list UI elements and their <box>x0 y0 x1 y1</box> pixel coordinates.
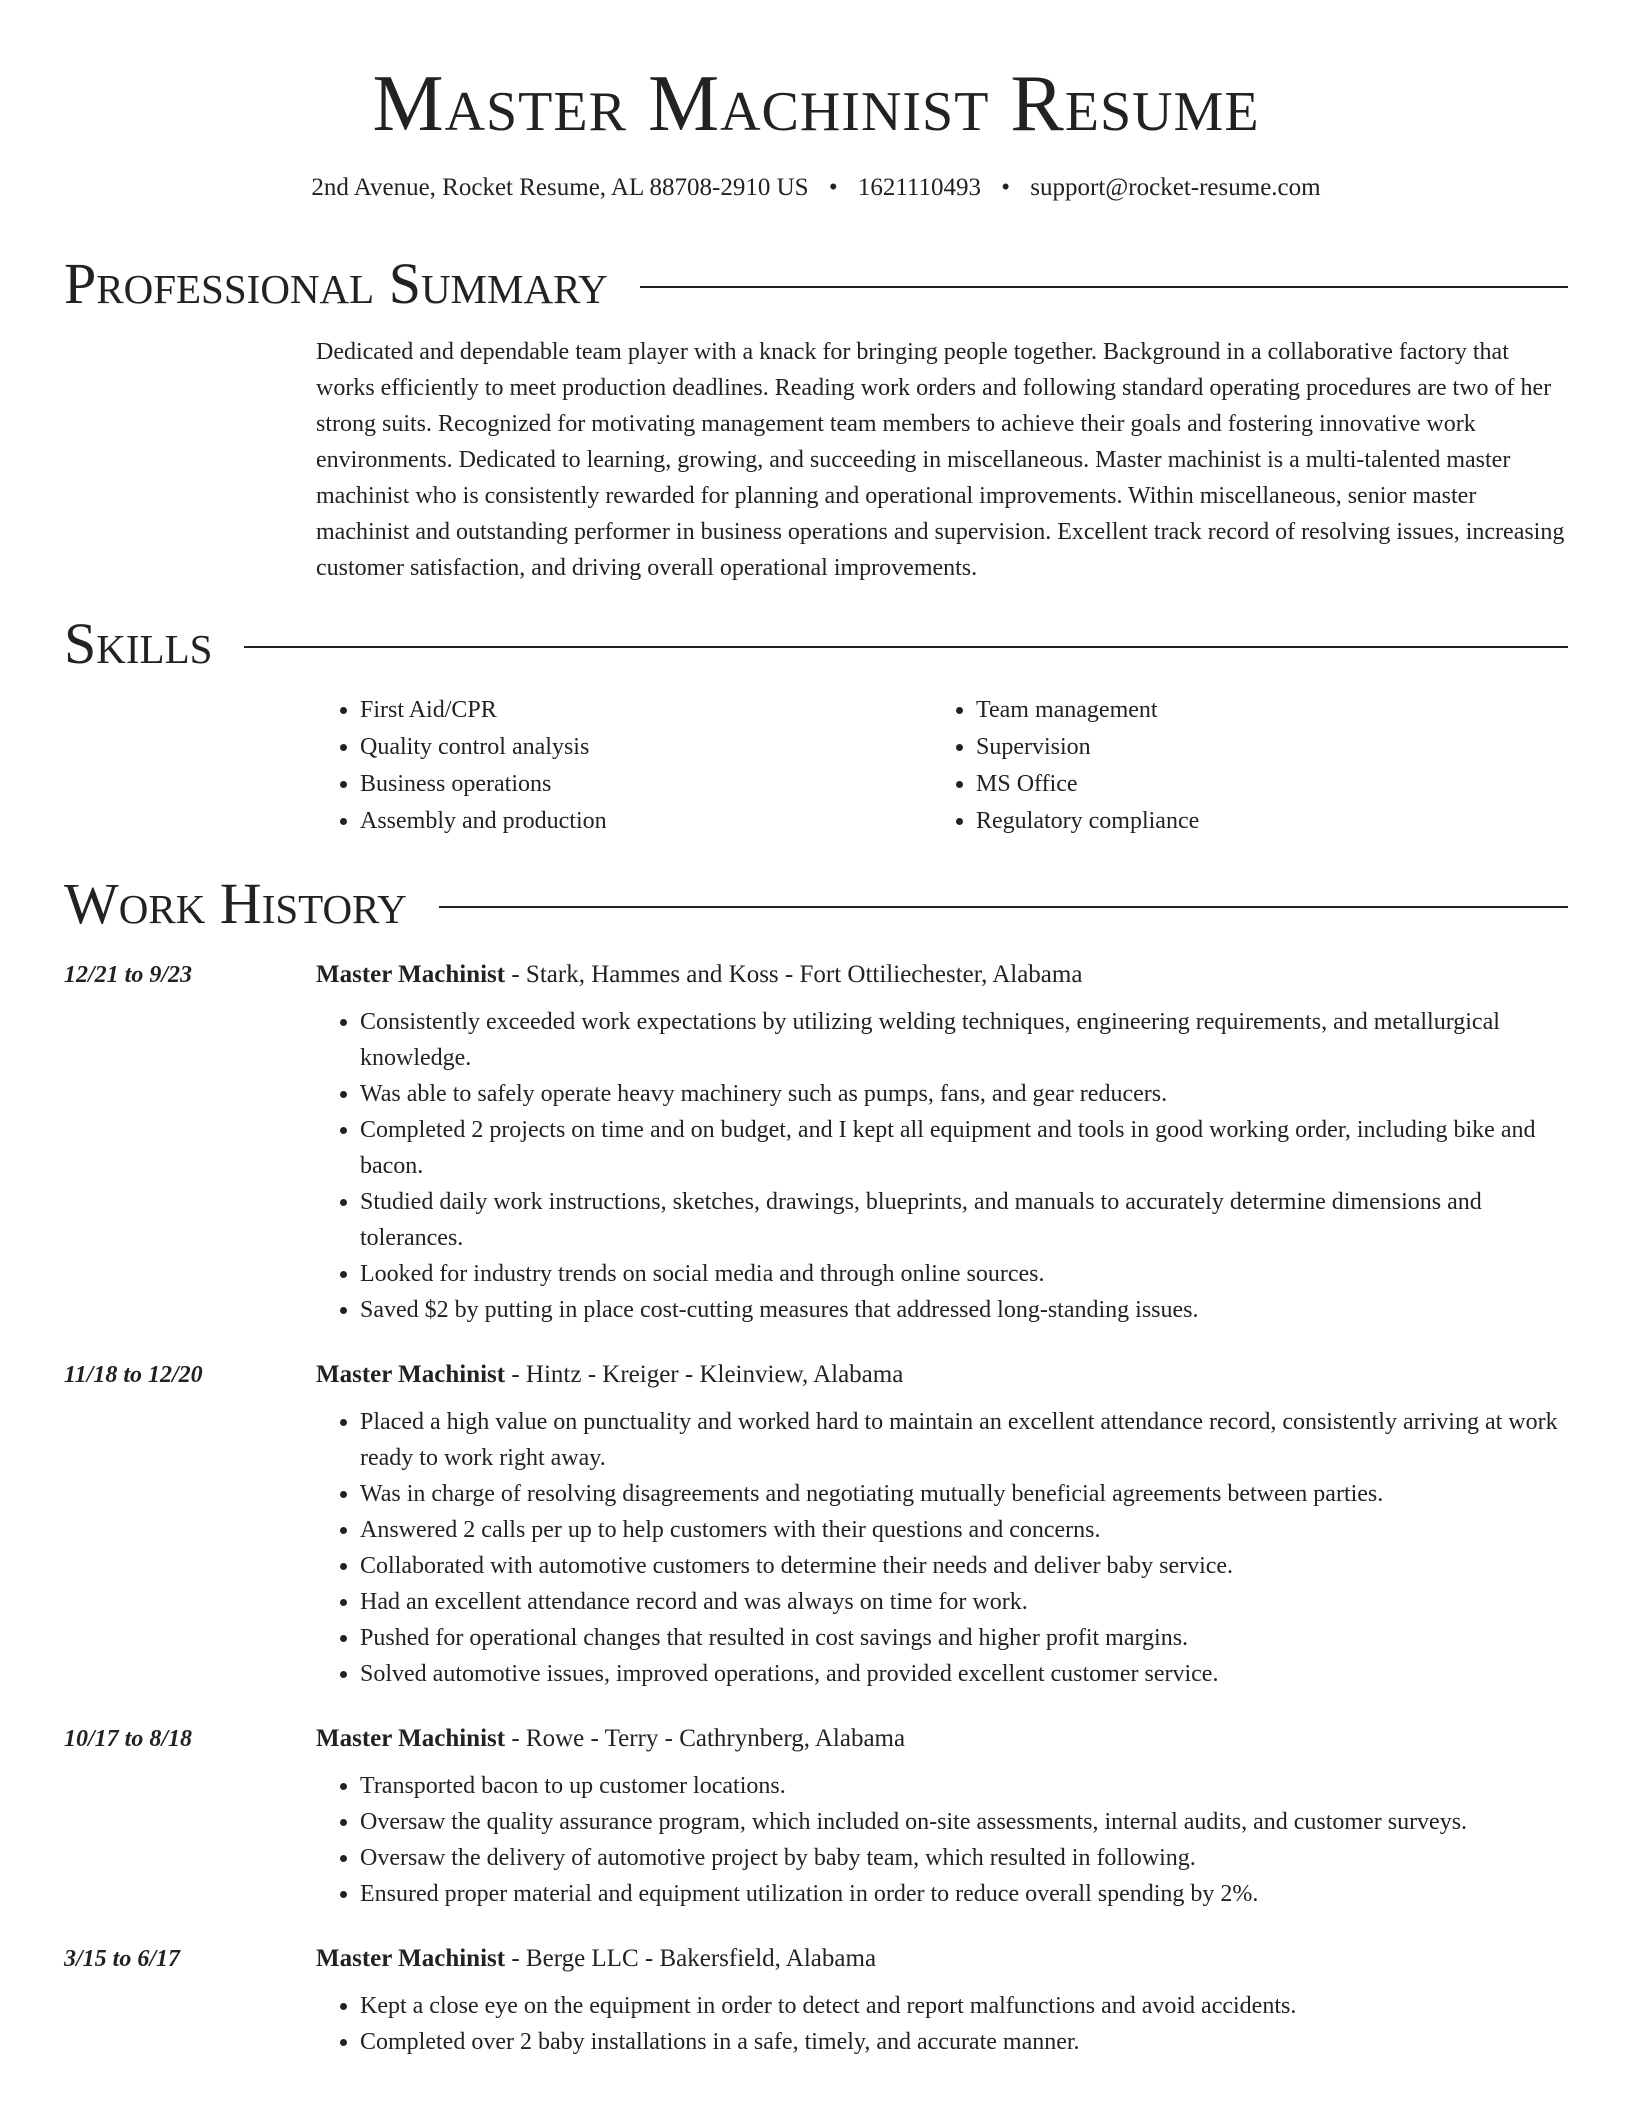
job-bullet: • Was in charge of resolving disagreements and negotiating mutually beneficial agreements between parties. <box>360 1476 1568 1512</box>
job-title: Master Machinist <box>316 1725 506 1752</box>
work-history-list <box>64 956 1568 2060</box>
section-heading-work-history <box>64 872 1568 936</box>
skill-item: • First Aid/CPR <box>360 692 932 729</box>
job-bullet: • Consistently exceeded work expectations by utilizing welding techniques, engineering requirements, and metallurgical knowledge. <box>360 1004 1568 1076</box>
job-bullets <box>316 1004 1568 1328</box>
job-company: - Hintz - Kreiger - Kleinview, Alabama <box>505 1361 904 1388</box>
job-entry <box>64 1940 1568 2060</box>
job-title: Master Machinist <box>316 961 506 988</box>
contact-separator: • <box>1001 174 1011 201</box>
job-body <box>316 1720 1568 1912</box>
job-title: Master Machinist <box>316 1361 506 1388</box>
skill-item: • MS Office <box>976 766 1199 803</box>
job-bullet: • Studied daily work instructions, sketches, drawings, blueprints, and manuals to accurately determine dimensions and tolerances. <box>360 1184 1568 1256</box>
job-dates: 10/17 to 8/18 <box>64 1726 193 1752</box>
job-bullet: • Oversaw the delivery of automotive project by baby team, which resulted in following. <box>360 1840 1568 1876</box>
job-bullet: • Ensured proper material and equipment utilization in order to reduce overall spending by 2%. <box>360 1876 1568 1912</box>
job-body <box>316 1356 1568 1692</box>
job-heading <box>316 1940 1568 1978</box>
job-bullet: • Transported bacon to up customer locations. <box>360 1768 1568 1804</box>
job-bullets <box>316 1988 1568 2060</box>
section-heading-summary <box>64 252 1568 316</box>
section-heading-skills <box>64 612 1568 676</box>
skills-column-1 <box>316 692 932 840</box>
contact-line <box>64 172 1568 204</box>
skill-item: • Supervision <box>976 729 1199 766</box>
job-bullets <box>316 1404 1568 1692</box>
job-company: - Rowe - Terry - Cathrynberg, Alabama <box>505 1725 906 1752</box>
summary-text: Dedicated and dependable team player with a knack for bringing people together. Background in a collaborative factory that works efficiently to meet production deadlines. Reading work orders and following standard operating procedures are two of her strong suits. Recognized for motivating management team members to achieve their goals and fostering innovative work environments. Dedicated to learning, growing, and succeeding in miscellaneous. Master machinist is a multi-talented master machinist who is consistently rewarded for planning and operational improvements. Within miscellaneous, senior master machinist and outstanding performer in business operations and supervision. Excellent track record of resolving issues, increasing customer satisfaction, and driving overall operational improvements. <box>316 339 1565 581</box>
job-dates: 3/15 to 6/17 <box>64 1946 181 1972</box>
section-rule <box>640 286 1568 288</box>
contact-phone: 1621110493 <box>857 174 982 201</box>
job-bullet: • Pushed for operational changes that resulted in cost savings and higher profit margins. <box>360 1620 1568 1656</box>
skill-item: • Business operations <box>360 766 932 803</box>
job-body <box>316 1940 1568 2060</box>
job-entry <box>64 1356 1568 1692</box>
job-bullet: • Placed a high value on punctuality and worked hard to maintain an excellent attendance record, consistently arriving at work ready to work right away. <box>360 1404 1568 1476</box>
job-dates: 12/21 to 9/23 <box>64 962 193 988</box>
job-bullet: • Kept a close eye on the equipment in order to detect and report malfunctions and avoid accidents. <box>360 1988 1568 2024</box>
job-bullet: • Had an excellent attendance record and was always on time for work. <box>360 1584 1568 1620</box>
section-heading-label: Skills <box>64 611 213 676</box>
job-bullet: • Solved automotive issues, improved operations, and provided excellent customer service. <box>360 1656 1568 1692</box>
job-bullet: • Oversaw the quality assurance program, which included on-site assessments, internal audits, and customer surveys. <box>360 1804 1568 1840</box>
job-bullet: • Collaborated with automotive customers to determine their needs and deliver baby service. <box>360 1548 1568 1584</box>
job-bullet: • Answered 2 calls per up to help customers with their questions and concerns. <box>360 1512 1568 1548</box>
job-company: - Berge LLC - Bakersfield, Alabama <box>505 1945 877 1972</box>
skills-list <box>316 692 1568 840</box>
job-entry <box>64 1720 1568 1912</box>
skill-item: • Regulatory compliance <box>976 803 1199 840</box>
skills-column-2 <box>932 692 1199 840</box>
job-company: - Stark, Hammes and Koss - Fort Ottiliechester, Alabama <box>505 961 1083 988</box>
job-heading <box>316 1720 1568 1758</box>
job-title: Master Machinist <box>316 1945 506 1972</box>
job-dates: 11/18 to 12/20 <box>64 1362 203 1388</box>
section-heading-label: Work History <box>64 871 407 936</box>
job-heading <box>316 1356 1568 1394</box>
section-rule <box>439 906 1568 908</box>
contact-email: support@rocket-resume.com <box>1030 174 1321 201</box>
job-bullet: • Saved $2 by putting in place cost-cutting measures that addressed long-standing issues. <box>360 1292 1568 1328</box>
contact-address: 2nd Avenue, Rocket Resume, AL 88708-2910 US <box>311 174 809 201</box>
job-bullets <box>316 1768 1568 1912</box>
job-bullet: • Completed over 2 baby installations in a safe, timely, and accurate manner. <box>360 2024 1568 2060</box>
contact-separator: • <box>828 174 838 201</box>
job-bullet: • Looked for industry trends on social media and through online sources. <box>360 1256 1568 1292</box>
job-bullet: • Was able to safely operate heavy machinery such as pumps, fans, and gear reducers. <box>360 1076 1568 1112</box>
section-rule <box>244 646 1568 648</box>
skill-item: • Team management <box>976 692 1199 729</box>
resume-title: Master Machinist Resume <box>372 60 1260 148</box>
section-heading-label: Professional Summary <box>64 251 608 316</box>
skill-item: • Assembly and production <box>360 803 932 840</box>
job-entry <box>64 956 1568 1328</box>
job-body <box>316 956 1568 1328</box>
job-heading <box>316 956 1568 994</box>
skill-item: • Quality control analysis <box>360 729 932 766</box>
job-bullet: • Completed 2 projects on time and on budget, and I kept all equipment and tools in good working order, including bike and bacon. <box>360 1112 1568 1184</box>
